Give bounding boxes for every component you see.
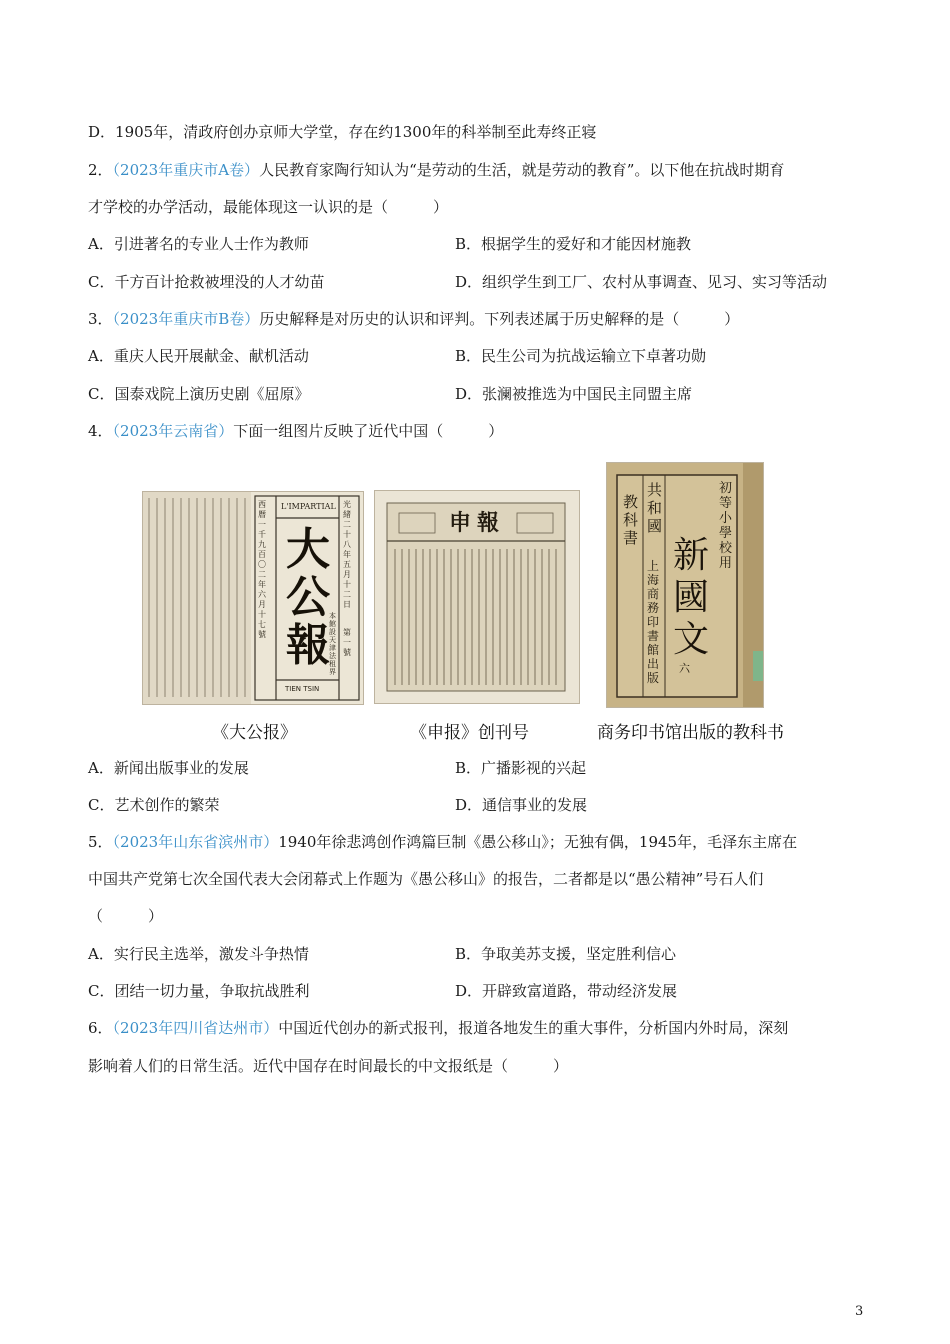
page-number: 3 <box>855 1304 864 1319</box>
prev-option-d: D．1905年，清政府创办京师大学堂，存在约1300年的科举制至此寿终正寝 <box>88 123 597 141</box>
textbook-grade: 初等小學校用 <box>719 481 733 571</box>
dagongbao-left-column: 西曆一千九百〇二年六月十七號 <box>258 500 266 639</box>
question-2-line-1 <box>88 160 784 180</box>
option-b: B．根据学生的爱好和才能因材施教 <box>455 235 692 253</box>
option-c: C．团结一切力量，争取抗战胜利 <box>88 982 310 1000</box>
question-source: （2023年四川省达州市） <box>112 1019 279 1037</box>
option-c: C．国泰戏院上演历史剧《屈原》 <box>88 385 310 403</box>
question-5-options-row-2 <box>88 981 878 1001</box>
question-text: 1940年徐悲鸿创作鸿篇巨制《愚公移山》；无独有偶，1945年，毛泽东主席在 <box>278 833 798 851</box>
caption-shenbao: 《申报》创刊号 <box>410 723 529 743</box>
question-5-line-3: （ ） <box>88 907 164 925</box>
option-d: D．组织学生到工厂、农村从事调查、见习、实习等活动 <box>455 273 828 291</box>
option-d: D．张澜被推选为中国民主同盟主席 <box>455 385 693 403</box>
question-source: （2023年山东省滨州市） <box>112 833 279 851</box>
question-number: 3． <box>88 310 113 328</box>
question-3-line-1 <box>88 309 739 329</box>
dagongbao-masthead: L'IMPARTIAL <box>281 502 336 511</box>
dagongbao-issue: 第一號 <box>343 628 351 657</box>
dagongbao-image <box>142 491 364 705</box>
textbook-image <box>606 462 764 708</box>
question-5-line-1 <box>88 832 797 852</box>
option-a: A．引进著名的专业人士作为教师 <box>88 235 309 253</box>
question-4-line-1 <box>88 421 503 441</box>
dagongbao-title <box>281 526 335 670</box>
question-source: （2023年重庆市A卷） <box>112 161 260 179</box>
question-6-line-1 <box>88 1018 788 1038</box>
caption-dagongbao: 《大公报》 <box>212 723 297 743</box>
option-b: B．民生公司为抗战运输立下卓著功勋 <box>455 347 707 365</box>
question-text: 中国近代创办的新式报刊，报道各地发生的重大事件，分析国内外时局，深刻 <box>278 1019 789 1037</box>
question-3-options-row-1 <box>88 346 878 366</box>
caption-textbook: 商务印书馆出版的教科书 <box>597 723 784 743</box>
question-2-line-2: 才学校的办学活动，最能体现这一认识的是（ ） <box>88 198 449 216</box>
option-a: A．实行民主选举，激发斗争热情 <box>88 945 309 963</box>
question-4-options-row-1 <box>88 758 878 778</box>
title-char: 報 <box>286 620 330 671</box>
question-4-options-row-2 <box>88 795 878 815</box>
question-source: （2023年重庆市B卷） <box>112 310 260 328</box>
dagongbao-office: 本館設天津法租界 <box>329 612 336 676</box>
question-6-line-2: 影响着人们的日常生活。近代中国存在时间最长的中文报纸是（ ） <box>88 1057 569 1075</box>
question-2-options-row-1 <box>88 234 878 254</box>
option-b: B．广播影视的兴起 <box>455 759 587 777</box>
dagongbao-right-column: 光緒二十八年五月十二日 <box>343 500 351 609</box>
question-2-options-row-2 <box>88 272 878 292</box>
question-source: （2023年云南省） <box>112 422 234 440</box>
dagongbao-city: TIEN TSIN <box>285 685 320 693</box>
textbook-publisher: 上海商務印書館出版 <box>647 559 660 685</box>
question-number: 4． <box>88 422 113 440</box>
option-b: B．争取美苏支援，坚定胜利信心 <box>455 945 677 963</box>
option-a: A．重庆人民开展献金、献机活动 <box>88 347 309 365</box>
question-5-options-row-1 <box>88 944 878 964</box>
title-char: 大 <box>286 524 330 575</box>
question-text: 下面一组图片反映了近代中国（ ） <box>233 422 504 440</box>
option-d: D．通信事业的发展 <box>455 796 588 814</box>
question-3-options-row-2 <box>88 384 878 404</box>
textbook-volume: 六 <box>679 662 690 675</box>
textbook-col1: 共和國 <box>647 481 663 535</box>
textbook-col2: 教科書 <box>623 493 639 547</box>
option-c: C．千方百计抢救被埋没的人才幼苗 <box>88 273 325 291</box>
title-char: 公 <box>286 572 330 623</box>
question-text: 历史解释是对历史的认识和评判。下列表述属于历史解释的是（ ） <box>259 310 740 328</box>
shenbao-image <box>374 490 580 704</box>
question-number: 6． <box>88 1019 113 1037</box>
option-d: D．开辟致富道路，带动经济发展 <box>455 982 678 1000</box>
question-number: 2． <box>88 161 113 179</box>
textbook-title: 新國文 <box>673 535 710 660</box>
shenbao-title: 申報 <box>449 510 506 536</box>
question-text: 人民教育家陶行知认为“是劳动的生活，就是劳动的教育”。以下他在抗战时期育 <box>259 161 785 179</box>
option-a: A．新闻出版事业的发展 <box>88 759 249 777</box>
question-5-line-2: 中国共产党第七次全国代表大会闭幕式上作题为《愚公移山》的报告，二者都是以“愚公精神”号石人们 <box>88 870 764 888</box>
question-number: 5． <box>88 833 113 851</box>
option-c: C．艺术创作的繁荣 <box>88 796 220 814</box>
